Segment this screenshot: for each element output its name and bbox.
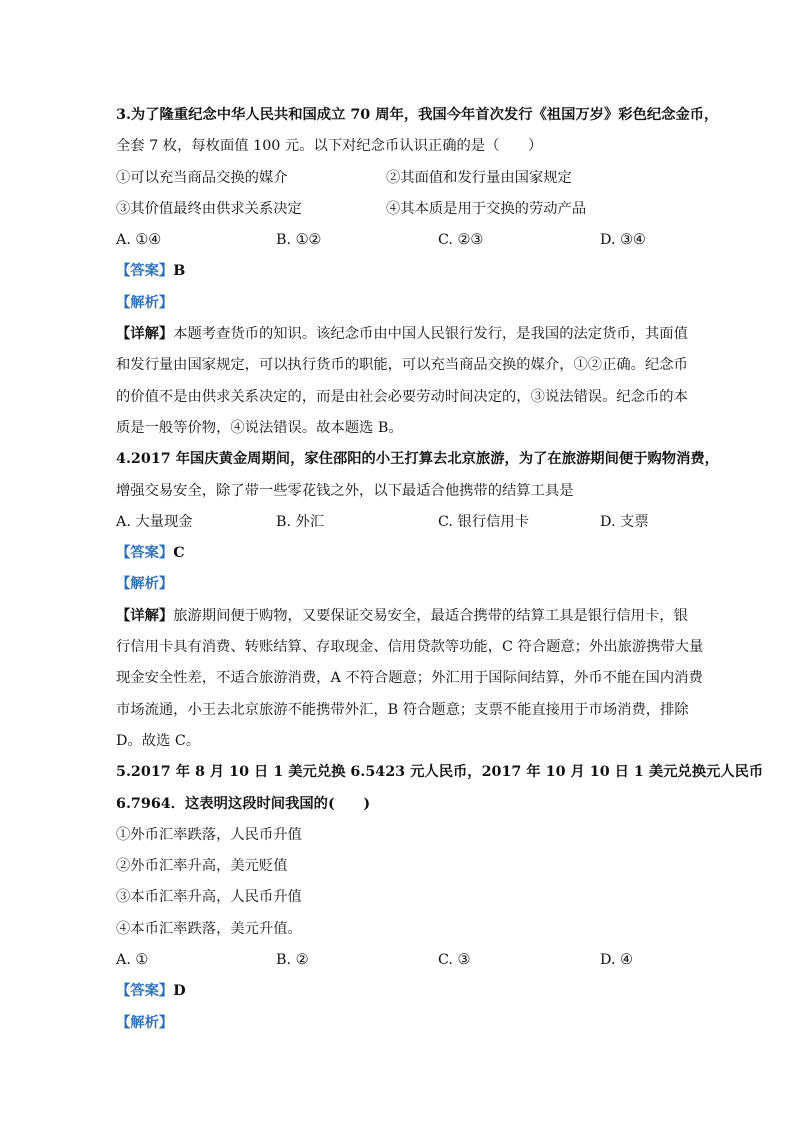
q3-answer-tag: 【答案】 — [116, 263, 174, 280]
q4-answer — [116, 538, 678, 569]
q4-answer-tag: 【答案】 — [116, 545, 174, 562]
q5-answer-value: D — [173, 983, 186, 1000]
q4-analysis-tag: 【解析】 — [116, 576, 174, 593]
q5-stem-line-2: 6.7964．这表明这段时间我国的( ) — [116, 795, 371, 812]
q5-option-a: A. ① — [116, 952, 149, 969]
q4-detail-line-4: 市场流通，小王去北京旅游不能携带外汇，B 符合题意；支票不能直接用于市场消费，排除 — [116, 701, 689, 718]
q3-detail-line-4: 质是一般等价物，④说法错误。故本题选 B。 — [116, 419, 403, 436]
q3-detail-line-1 — [116, 319, 688, 350]
document-page — [116, 100, 764, 1039]
q4-stem-line-2: 增强交易安全，除了带一些零花钱之外，以下最适合他携带的结算工具是 — [116, 482, 574, 499]
q3-option-d: D. ③④ — [600, 232, 646, 249]
q3-statement-3: ③其价值最终由供求关系决定 — [116, 200, 302, 217]
q3-detail-text-1: 本题考查货币的知识。该纪念币由中国人民银行发行，是我国的法定货币，其面值 — [173, 326, 688, 343]
q3-analysis — [116, 288, 678, 319]
q3-option-b: B. ①② — [276, 232, 322, 249]
q4-detail-line-5: D。故选 C。 — [116, 732, 201, 749]
q3-detail-line-3: 的价值不是由供求关系决定的，而是由社会必要劳动时间决定的，③说法错误。纪念币的本 — [116, 388, 688, 405]
q4-detail-line-3: 现金安全性差，不适合旅游消费，A 不符合题意；外汇用于国际间结算，外币不能在国内消费 — [116, 670, 703, 687]
q4-option-b: B. 外汇 — [276, 513, 325, 530]
q3-stem-line-1: 3.为了隆重纪念中华人民共和国成立 70 周年，我国今年首次发行《祖国万岁》彩色纪念金币， — [116, 107, 719, 123]
q3-statements-row-2 — [116, 194, 678, 225]
q4-option-a: A. 大量现金 — [116, 513, 193, 530]
q5-answer — [116, 976, 678, 1007]
q4-detail-text-1: 旅游期间便于购物，又要保证交易安全，最适合携带的结算工具是银行信用卡，银 — [173, 607, 688, 624]
q4-detail-line-2: 行信用卡具有消费、转账结算、存取现金、信用贷款等功能，C 符合题意；外出旅游携带大量 — [116, 639, 704, 656]
q3-statement-1: ①可以充当商品交换的媒介 — [116, 169, 288, 186]
q5-option-d: D. ④ — [600, 952, 633, 969]
q4-detail-tag: 【详解】 — [116, 607, 174, 624]
q5-statement-4: ④本币汇率跌落，美元升值。 — [116, 920, 302, 937]
q4-analysis — [116, 569, 678, 600]
q4-detail-line-1 — [116, 601, 688, 632]
q3-options — [116, 225, 678, 256]
q3-statement-2: ②其面值和发行量由国家规定 — [386, 169, 572, 186]
q5-statement-3: ③本币汇率升高，人民币升值 — [116, 889, 302, 906]
q3-detail-tag: 【详解】 — [116, 326, 174, 343]
q5-statement-1: ①外币汇率跌落，人民币升值 — [116, 826, 302, 843]
q3-option-c: C. ②③ — [438, 232, 484, 249]
q4-options — [116, 507, 678, 538]
q3-answer — [116, 256, 678, 287]
q3-detail-line-2: 和发行量由国家规定，可以执行货币的职能，可以充当商品交换的媒介，①②正确。纪念币 — [116, 357, 688, 374]
q3-analysis-tag: 【解析】 — [116, 294, 174, 311]
q5-analysis-tag: 【解析】 — [116, 1014, 174, 1031]
q5-analysis — [116, 1008, 678, 1039]
q4-answer-value: C — [173, 545, 185, 562]
q3-option-a: A. ①④ — [116, 232, 162, 249]
q3-answer-value: B — [173, 263, 186, 280]
q5-option-b: B. ② — [276, 952, 309, 969]
q3-stem-line-2: 全套 7 枚，每枚面值 100 元。以下对纪念币认识正确的是（ ） — [116, 138, 543, 155]
q5-stem-line-1: 5.2017 年 8 月 10 日 1 美元兑换 6.5423 元人民币，2017 年 10 月 10 日 1 美元兑换元人民币 — [116, 764, 764, 781]
q5-answer-tag: 【答案】 — [116, 983, 174, 1000]
q4-option-c: C. 银行信用卡 — [438, 513, 530, 530]
q4-stem-line-1: 4.2017 年国庆黄金周期间，家住邵阳的小王打算去北京旅游，为了在旅游期间便于购物消费， — [116, 451, 719, 468]
q3-statement-4: ④其本质是用于交换的劳动产品 — [386, 200, 587, 217]
q4-option-d: D. 支票 — [600, 513, 649, 530]
q5-option-c: C. ③ — [438, 952, 471, 969]
q5-statement-2: ②外币汇率升高，美元贬值 — [116, 858, 288, 875]
q3-statements-row-1 — [116, 163, 678, 194]
q5-options — [116, 945, 678, 976]
